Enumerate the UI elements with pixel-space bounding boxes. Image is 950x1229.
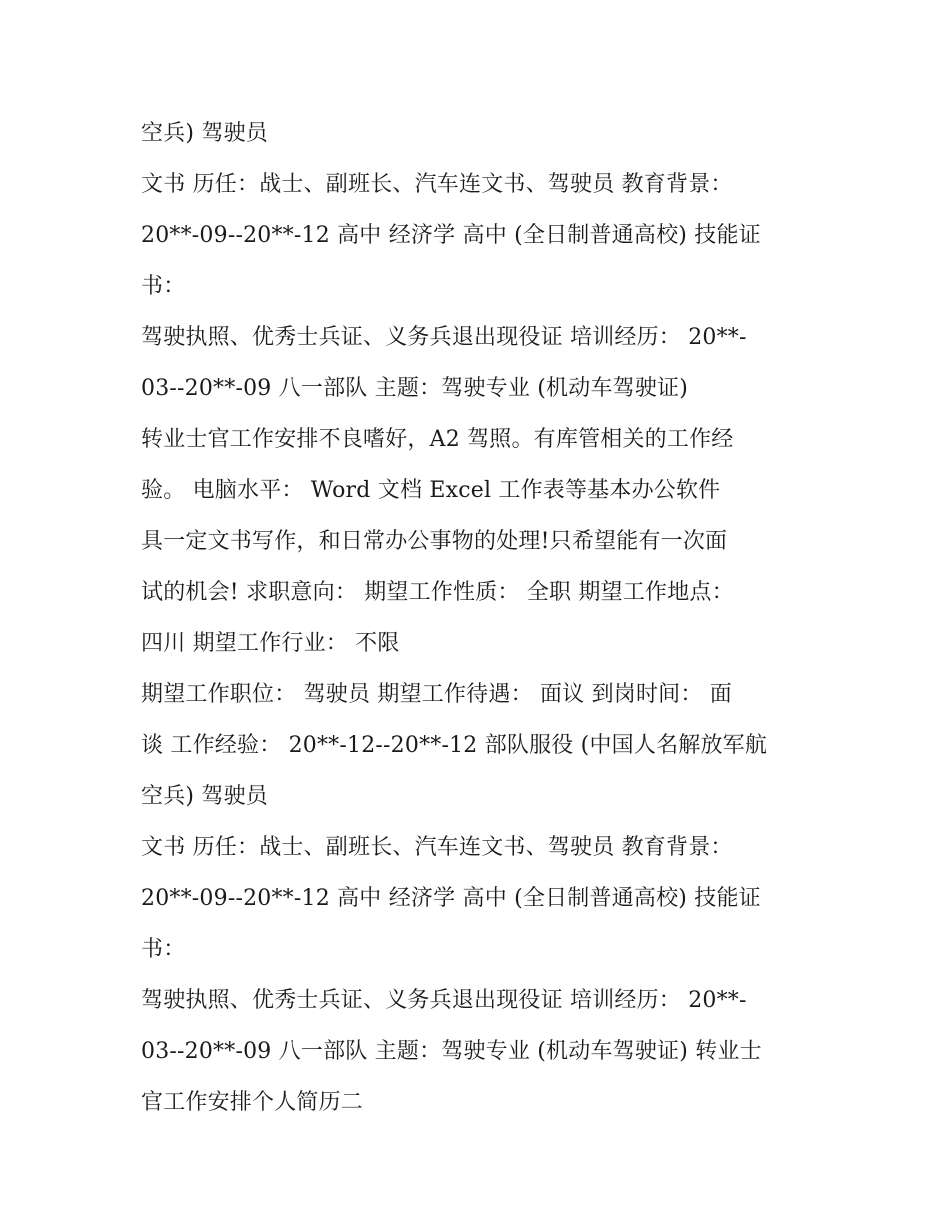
text-line: 20**-09--20**-12 高中 经济学 高中 (全日制普通高校) 技能证 (141, 223, 761, 248)
text-line: 期望工作职位： 驾驶员 期望工作待遇： 面议 到岗时间： 面 (141, 682, 732, 707)
text-line: 03--20**-09 八一部队 主题：驾驶专业 (机动车驾驶证) 转业士 (141, 1039, 762, 1064)
document-body (141, 108, 841, 1128)
text-line: 书： (141, 937, 186, 962)
text-line: 试的机会! 求职意向： 期望工作性质： 全职 期望工作地点： (141, 580, 734, 605)
text-line: 验。 电脑水平： Word 文档 Excel 工作表等基本办公软件 (141, 478, 721, 503)
text-line: 空兵) 驾驶员 (141, 784, 268, 809)
text-line: 转业士官工作安排不良嗜好，A2 驾照。有库管相关的工作经 (141, 427, 734, 452)
text-line: 20**-09--20**-12 高中 经济学 高中 (全日制普通高校) 技能证 (141, 886, 761, 911)
text-line: 四川 期望工作行业： 不限 (141, 631, 400, 656)
text-line: 文书 历任：战士、副班长、汽车连文书、驾驶员 教育背景： (141, 835, 733, 860)
text-line: 空兵) 驾驶员 (141, 121, 268, 146)
text-line: 03--20**-09 八一部队 主题：驾驶专业 (机动车驾驶证) (141, 376, 689, 401)
text-line: 文书 历任：战士、副班长、汽车连文书、驾驶员 教育背景： (141, 172, 733, 197)
text-line: 谈 工作经验： 20**-12--20**-12 部队服役 (中国人名解放军航 (141, 733, 768, 758)
text-line: 驾驶执照、优秀士兵证、义务兵退出现役证 培训经历： 20**- (141, 325, 747, 350)
text-line: 官工作安排个人简历二 (141, 1090, 364, 1115)
text-line: 驾驶执照、优秀士兵证、义务兵退出现役证 培训经历： 20**- (141, 988, 747, 1013)
text-line: 书： (141, 274, 186, 299)
text-line: 具一定文书写作，和日常办公事物的处理!只希望能有一次面 (141, 529, 728, 554)
